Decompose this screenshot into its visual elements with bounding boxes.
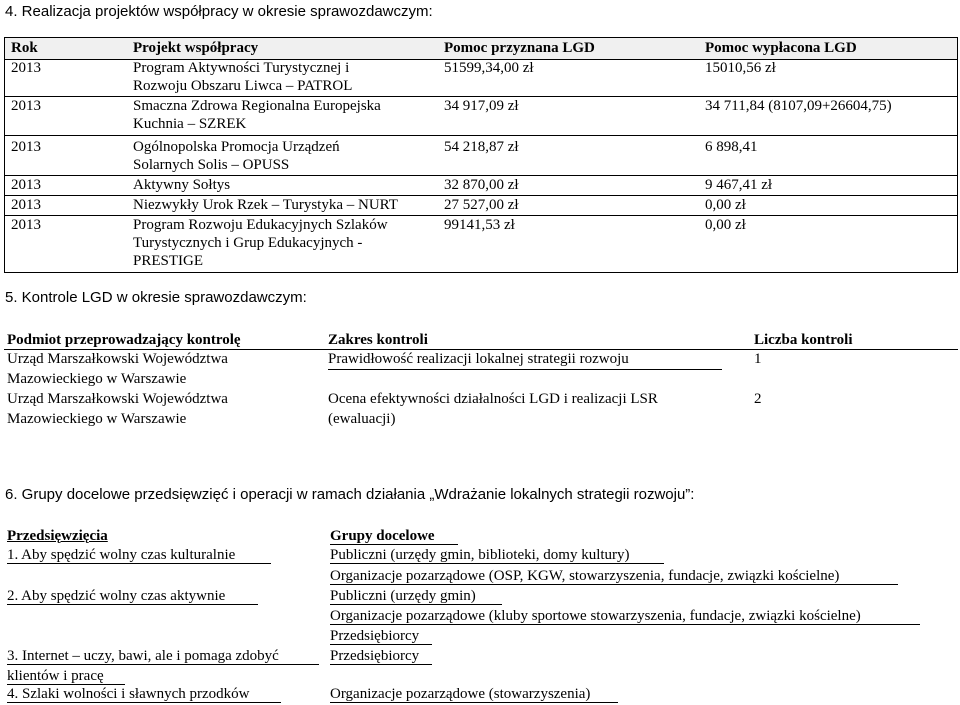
table-row-entity <box>7 389 228 429</box>
underline <box>330 702 618 703</box>
table-row-group: Publiczni (urzędy gmin) <box>330 588 476 604</box>
table-row-granted: 99141,53 zł <box>444 217 515 233</box>
section6-heading: 6. Grupy docelowe przedsięwzięć i operacji w ramach działania „Wdrażanie lokalnych strategii rozwoju”: <box>5 486 695 503</box>
table-row-project <box>133 97 381 133</box>
table-row-paid: 34 711,84 (8107,09+26604,75) <box>705 98 892 114</box>
table-row-year: 2013 <box>11 98 41 114</box>
underline <box>330 604 502 605</box>
table-row-project <box>133 59 352 95</box>
underline <box>7 664 319 665</box>
header-count: Liczba kontroli <box>754 332 853 348</box>
project-line: Ogólnopolska Promocja Urządzeń <box>133 139 340 155</box>
table-row-scope: Prawidłowość realizacji lokalnej strategii rozwoju <box>328 351 629 367</box>
table-row-year: 2013 <box>11 217 41 233</box>
table-row-count: 2 <box>754 391 762 407</box>
project-line: PRESTIGE <box>133 253 204 269</box>
row-divider <box>5 135 957 136</box>
projects-table-header <box>5 38 957 60</box>
table-row-project: Aktywny Sołtys <box>133 177 231 193</box>
table-row-granted: 51599,34,00 zł <box>444 60 534 76</box>
underline <box>330 644 432 645</box>
header-entity: Podmiot przeprowadzający kontrolę <box>7 332 241 348</box>
entity-line: Urząd Marszałkowski Województwa <box>7 391 228 407</box>
underline <box>7 604 258 605</box>
table-row-undertaking: 4. Szlaki wolności i sławnych przodków <box>7 686 250 702</box>
table-row-paid: 15010,56 zł <box>705 60 776 76</box>
project-line: Kuchnia – SZREK <box>133 116 247 132</box>
scope-line: Ocena efektywności działalności LGD i realizacji LSR <box>328 391 658 407</box>
header-year: Rok <box>11 40 38 56</box>
header-project: Projekt współpracy <box>133 40 259 56</box>
underline <box>330 544 458 545</box>
table-row-group: Przedsiębiorcy <box>330 628 420 644</box>
table-row-project: Niezwykły Urok Rzek – Turystyka – NURT <box>133 197 398 213</box>
table-row-year: 2013 <box>11 60 41 76</box>
table-row-group: Organizacje pozarządowe (OSP, KGW, stowarzyszenia, fundacje, związki kościelne) <box>330 568 840 584</box>
underline <box>330 624 920 625</box>
table-row-granted: 54 218,87 zł <box>444 139 519 155</box>
underline <box>7 563 271 564</box>
header-paid: Pomoc wypłacona LGD <box>705 40 857 56</box>
table-row-paid: 0,00 zł <box>705 217 746 233</box>
table-row-paid: 6 898,41 <box>705 139 758 155</box>
scope-underline <box>328 369 722 370</box>
table-row-entity <box>7 349 228 389</box>
table-row-granted: 32 870,00 zł <box>444 177 519 193</box>
section5-heading: 5. Kontrole LGD w okresie sprawozdawczym: <box>5 289 307 306</box>
table-row-granted: 27 527,00 zł <box>444 197 519 213</box>
table-row-undertaking: 1. Aby spędzić wolny czas kulturalnie <box>7 547 236 563</box>
table-row-granted: 34 917,09 zł <box>444 98 519 114</box>
header-scope: Zakres kontroli <box>328 332 428 348</box>
projects-table <box>4 37 958 273</box>
section4-heading: 4. Realizacja projektów współpracy w okresie sprawozdawczym: <box>5 3 433 20</box>
header-undertakings: Przedsięwzięcia <box>7 528 108 544</box>
entity-line: Urząd Marszałkowski Województwa <box>7 351 228 367</box>
table-row-group: Publiczni (urzędy gmin, biblioteki, domy kultury) <box>330 547 630 563</box>
table-row-paid: 0,00 zł <box>705 197 746 213</box>
table-row-year: 2013 <box>11 197 41 213</box>
scope-line: (ewaluacji) <box>328 411 396 427</box>
underline <box>330 664 432 665</box>
table-row-group: Przedsiębiorcy <box>330 648 420 664</box>
entity-line: Mazowieckiego w Warszawie <box>7 411 187 427</box>
table-row-undertaking: klientów i pracę <box>7 668 104 684</box>
project-line: Program Aktywności Turystycznej i <box>133 60 350 76</box>
table-row-year: 2013 <box>11 139 41 155</box>
table-row-undertaking: 2. Aby spędzić wolny czas aktywnie <box>7 588 226 604</box>
table-row-group: Organizacje pozarządowe (stowarzyszenia) <box>330 686 591 702</box>
project-line: Smaczna Zdrowa Regionalna Europejska <box>133 98 381 114</box>
header-groups: Grupy docelowe <box>330 528 435 544</box>
underline <box>7 702 281 703</box>
table-row-project <box>133 138 340 174</box>
project-line: Solarnych Solis – OPUSS <box>133 157 290 173</box>
project-line: Program Rozwoju Edukacyjnych Szlaków <box>133 217 388 233</box>
underline <box>330 563 664 564</box>
project-line: Turystycznych i Grup Edukacyjnych - <box>133 235 363 251</box>
project-line: Rozwoju Obszaru Liwca – PATROL <box>133 78 353 94</box>
table-row-group: Organizacje pozarządowe (kluby sportowe stowarzyszenia, fundacje, związki kościelne) <box>330 608 861 624</box>
table-row-year: 2013 <box>11 177 41 193</box>
underline <box>330 584 898 585</box>
header-granted: Pomoc przyznana LGD <box>444 40 595 56</box>
table-row-project <box>133 216 388 270</box>
table-row-undertaking: 3. Internet – uczy, bawi, ale i pomaga zdobyć <box>7 648 279 664</box>
table-row-count: 1 <box>754 351 762 367</box>
table-row-paid: 9 467,41 zł <box>705 177 773 193</box>
table-row-scope <box>328 389 658 429</box>
entity-line: Mazowieckiego w Warszawie <box>7 371 187 387</box>
